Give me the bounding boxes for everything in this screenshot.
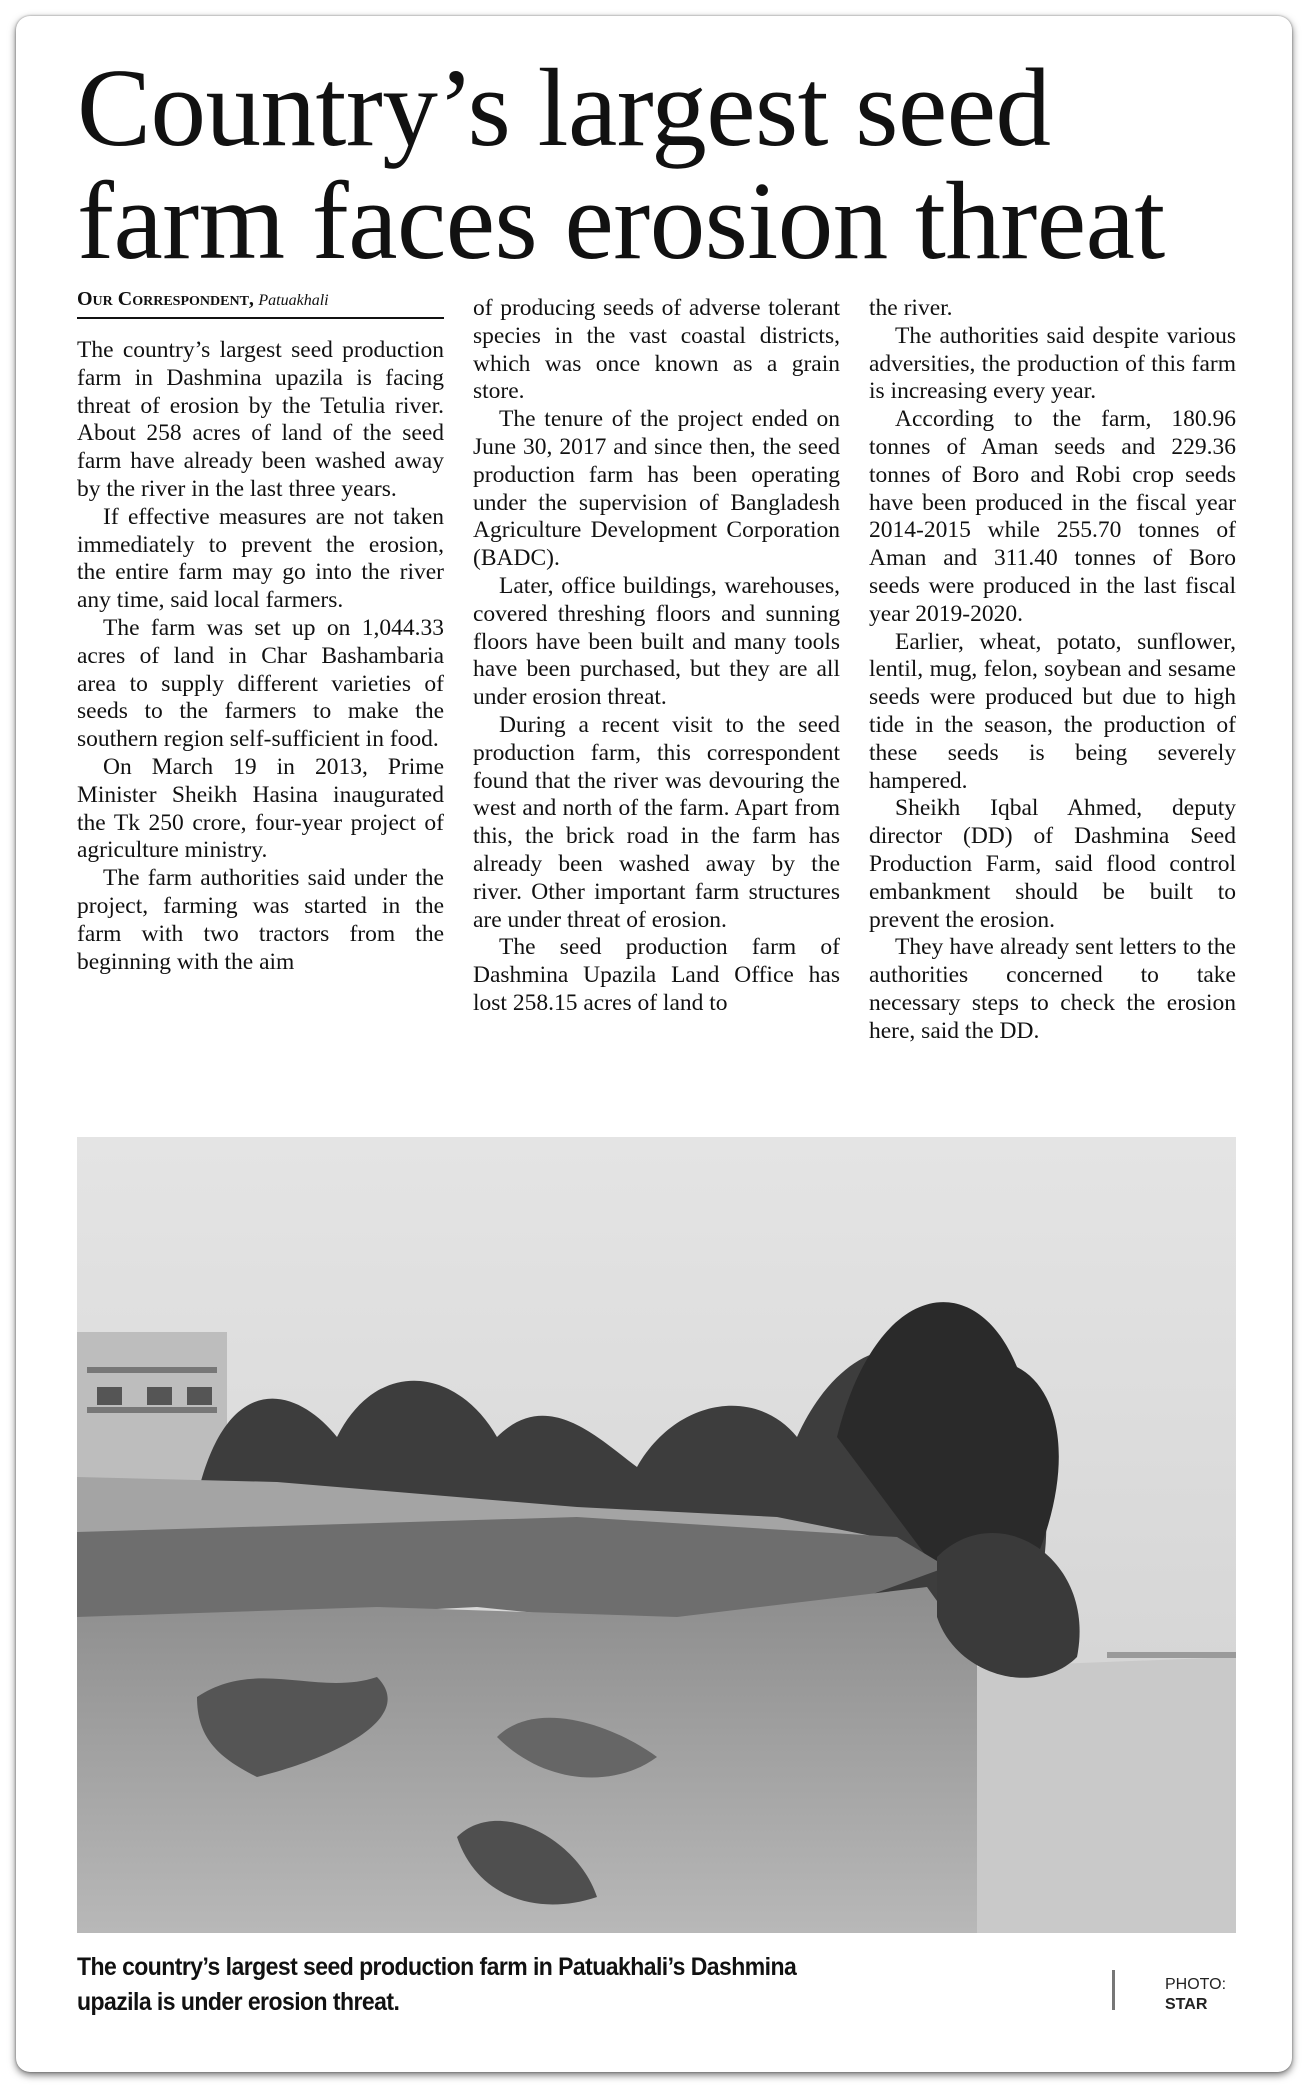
paragraph: The authorities said despite various adversities, the production of this farm is increasing every year. xyxy=(869,322,1236,405)
erosion-photo xyxy=(77,1137,1236,1933)
paragraph: Later, office buildings, warehouses, covered threshing floors and sunning floors have been built and many tools have been purchased, but they are all under erosion threat. xyxy=(473,572,840,711)
photo-caption: The country’s largest seed production farm in Patuakhali’s Dashmina upazila is under erosion threat. xyxy=(77,1953,797,2016)
paragraph: of producing seeds of adverse tolerant species in the vast coastal districts, which was once known as a grain store. xyxy=(473,295,840,405)
paragraph: The country’s largest seed production farm in Dashmina upazila is facing threat of erosion by the Tetulia river. About 258 acres of land of the seed farm have already been washed away by the river in the last three years. xyxy=(77,337,444,502)
article-column-3 xyxy=(869,295,1236,1046)
paragraph: The farm was set up on 1,044.33 acres of land in Char Bashambaria area to supply different varieties of seeds to the farmers to make the southern region self-sufficient in food. xyxy=(77,614,444,753)
headline: Country’s largest seed farm faces erosion threat xyxy=(77,47,1165,283)
paragraph: The farm authorities said under the project, farming was started in the farm with two tractors from the beginning with the aim xyxy=(77,865,444,975)
paragraph: the river. xyxy=(869,295,953,321)
article-column-2 xyxy=(473,295,840,1018)
paragraph: During a recent visit to the seed production farm, this correspondent found that the river was devouring the west and north of the farm. Apart from this, the brick road in the farm has already been washed away by the river. Other important farm structures are under threat of erosion. xyxy=(473,711,840,933)
photo-credit-source: STAR xyxy=(1165,1996,1208,2013)
paragraph: Earlier, wheat, potato, sunflower, lentil, mug, felon, soybean and sesame seeds were produced but due to high tide in the season, the production of these seeds is being severely hampered. xyxy=(869,628,1236,794)
paragraph: The tenure of the project ended on June 30, 2017 and since then, the seed production farm has been operating under the supervision of Bangladesh Agriculture Development Corporation (BADC). xyxy=(473,406,840,572)
photo-credit xyxy=(1165,1975,1226,2015)
paragraph: If effective measures are not taken immediately to prevent the erosion, the entire farm may go into the river any time, said local farmers. xyxy=(77,503,444,614)
paragraph: Sheikh Iqbal Ahmed, deputy director (DD) of Dashmina Seed Production Farm, said flood control embankment should be built to prevent the erosion. xyxy=(869,795,1236,933)
paragraph: According to the farm, 180.96 tonnes of Aman seeds and 229.36 tonnes of Boro and Robi crop seeds have been produced in the fiscal year 2014-2015 while 255.70 tonnes of Aman and 311.40 tonnes of Boro seeds were produced in the last fiscal year 2019-2020. xyxy=(869,406,1236,627)
byline-author: Our Correspondent, xyxy=(77,288,254,310)
byline-place: Patuakhali xyxy=(258,292,329,309)
caption-divider xyxy=(1112,1970,1115,2010)
paragraph: They have already sent letters to the authorities concerned to take necessary steps to check the erosion here, said the DD. xyxy=(869,934,1236,1044)
paragraph: On March 19 in 2013, Prime Minister Sheikh Hasina inaugurated the Tk 250 crore, four-year project of agriculture ministry. xyxy=(77,753,444,864)
paragraph: The seed production farm of Dashmina Upazila Land Office has lost 258.15 acres of land to xyxy=(473,934,840,1016)
photo-credit-label: PHOTO: xyxy=(1165,1976,1227,1993)
byline xyxy=(77,288,444,319)
article-column-1 xyxy=(77,337,444,976)
